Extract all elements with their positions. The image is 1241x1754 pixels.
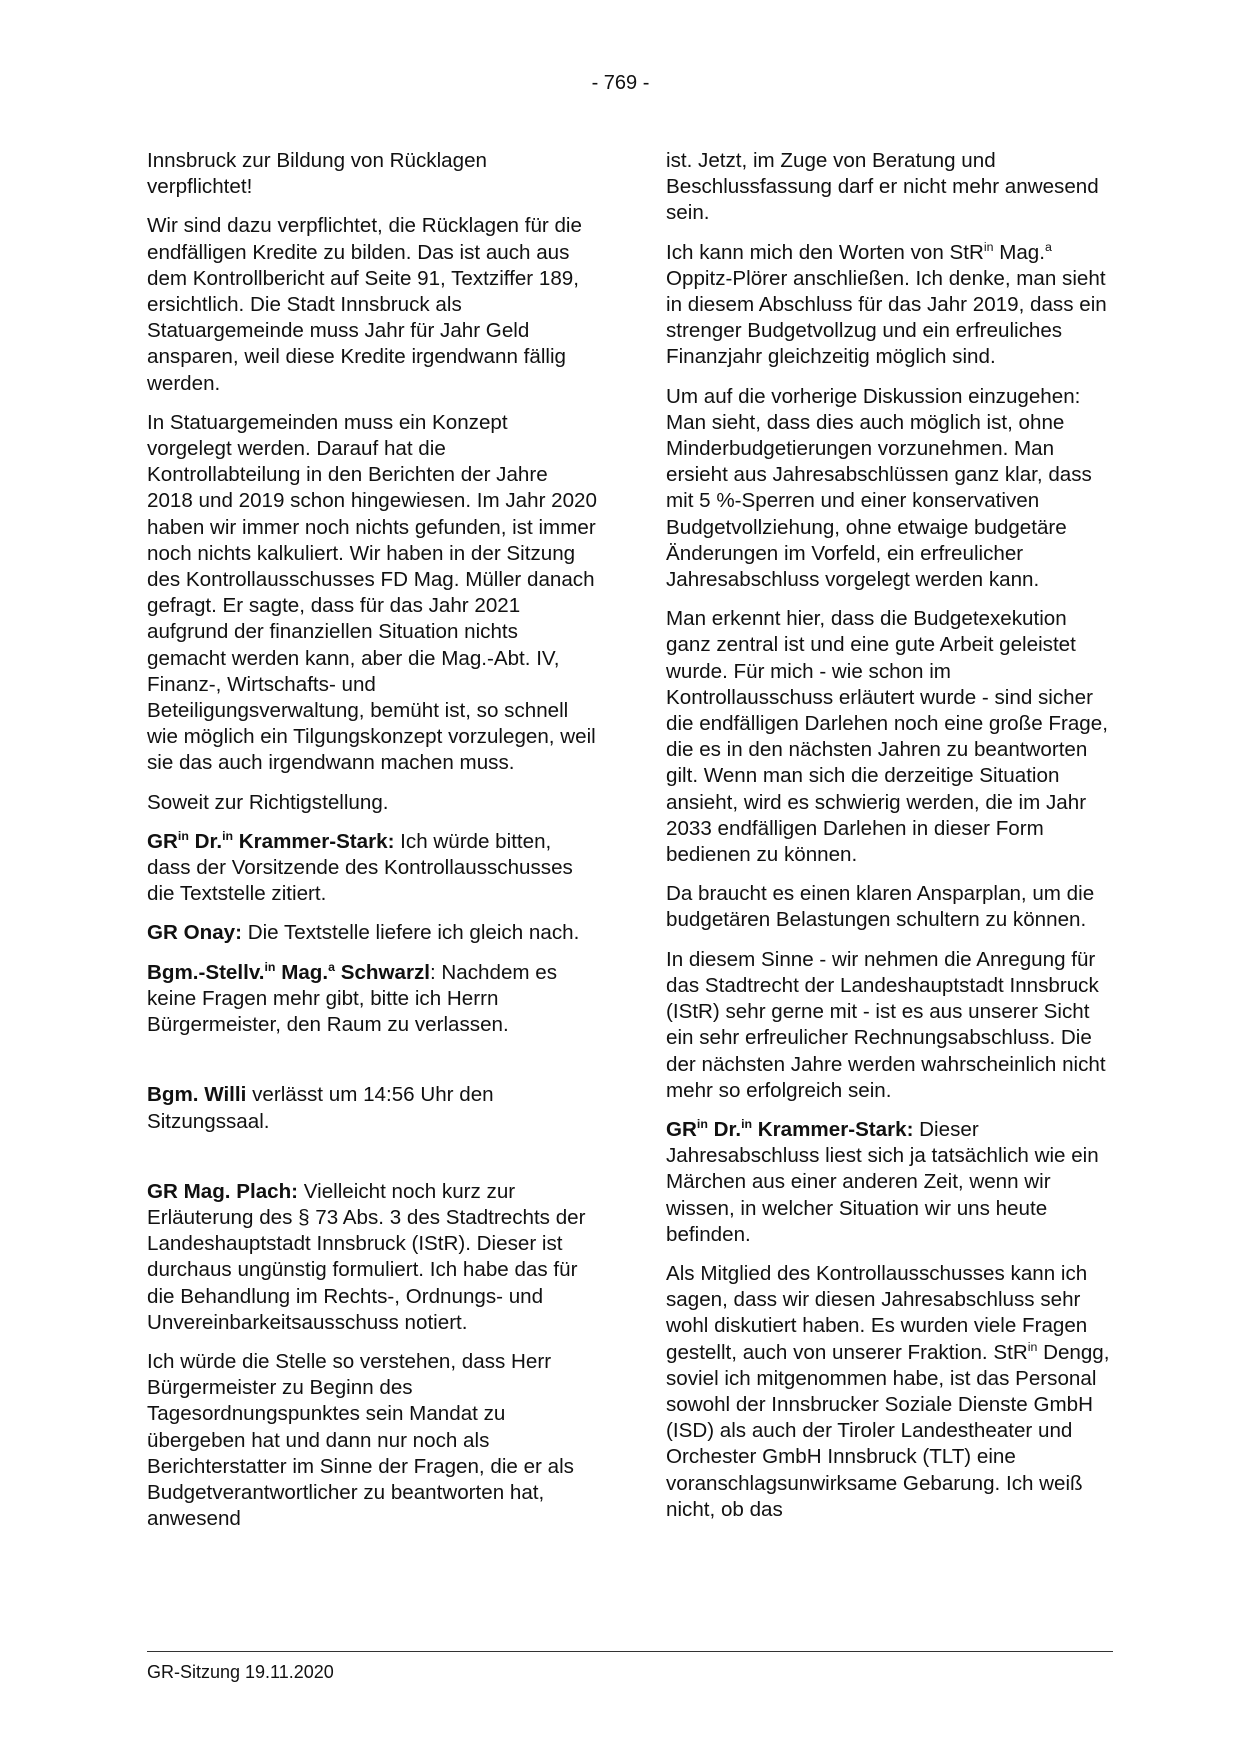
paragraph: Ich kann mich den Worten von StR$^{in}$ Mag.$^a$ Oppitz-Plörer anschließen. Ich denke, man sieht in diesem Abschluss für das Jahr 2019, dass ein strenger Budgetvollzug und ein erfreuliches Finanzjahr gleichzeitig möglich sind. [666, 239, 1107, 369]
paragraph: Als Mitglied des Kontrollausschusses kann ich sagen, dass wir diesen Jahresabschluss sehr wohl diskutiert haben. Es wurden viele Fragen gestellt, auch von unserer Fraktion. StR$^{in}$ Dengg, soviel ich mitgenommen habe, ist das Personal sowohl der Innsbrucker Soziale Dienste GmbH (ISD) als auch der Tiroler Landestheater und Orchester GmbH Innsbruck (TLT) eine voranschlagsunwirksame Gebarung. Ich weiß nicht, ob das [666, 1261, 1110, 1521]
note-text: verlässt um 14:56 Uhr den Sitzungssaal. [147, 1083, 494, 1133]
speaker-name: Bgm.-Stellv.$^{in}$ Mag.$^a$ Schwarzl [147, 959, 430, 984]
speech-text: : Nachdem es keine Fragen mehr gibt, bitte ich Herrn Bürgermeister, den Raum zu verlassen. [147, 960, 558, 1037]
paragraph: In diesem Sinne - wir nehmen die Anregung für das Stadtrecht der Landeshauptstadt Innsbruck (IStR) sehr gerne mit - ist es aus unserer Sicht ein sehr erfreulicher Rechnungsabschluss. Die der nächsten Jahre werden wahrscheinlich nicht mehr so erfolgreich sein. [666, 947, 1106, 1102]
footer-divider [147, 1651, 1113, 1652]
paragraph: Um auf die vorherige Diskussion einzugehen: Man sieht, dass dies auch möglich ist, ohne Minderbudgetierungen vorzunehmen. Man ersieht aus Jahresabschlüssen ganz klar, dass mit 5 %-Sperren und einer konservativen Budgetvollziehung, ohne etwaige budgetäre Änderungen im Vorfeld, ein erfreulicher Jahresabschluss vorgelegt werden kann. [666, 384, 1092, 592]
speaker-name: GR Onay: [147, 921, 242, 945]
right-column [666, 148, 1116, 1536]
speech-paragraph [666, 1117, 1116, 1248]
speech-paragraph [147, 960, 597, 1039]
paragraph: Innsbruck zur Bildung von Rücklagen verpflichtet! [147, 149, 487, 199]
paragraph: Wir sind dazu verpflichtet, die Rücklagen für die endfälligen Kredite zu bilden. Das ist auch aus dem Kontrollbericht auf Seite 91, Textziffer 189, ersichtlich. Die Stadt Innsbruck als Statuargemeinde muss Jahr für Jahr Geld ansparen, weil diese Kredite irgendwann fällig werden. [147, 214, 582, 395]
speaker-name: $GR^{in}$ Dr.$^{in}$ Krammer-Stark: [666, 1117, 914, 1141]
paragraph: Soweit zur Richtigstellung. [147, 790, 389, 814]
paragraph: Ich würde die Stelle so verstehen, dass Herr Bürgermeister zu Beginn des Tagesordnungspunktes sein Mandat zu übergeben hat und dann nur noch als Berichterstatter im Sinne der Fragen, die er als Budgetverantwortlicher zu beantworten hat, anwesend [147, 1349, 574, 1531]
speaker-name: GR Mag. Plach: [147, 1179, 299, 1203]
speech-text: Die Textstelle liefere ich gleich nach. [241, 921, 580, 945]
speech-paragraph [147, 1179, 597, 1336]
page-number: - 769 - [591, 72, 650, 94]
speech-paragraph [147, 829, 597, 908]
paragraph: In Statuargemeinden muss ein Konzept vorgelegt werden. Darauf hat die Kontrollabteilung in den Berichten der Jahre 2018 und 2019 schon hingewiesen. Im Jahr 2020 haben wir immer noch nichts gefunden, ist immer noch nichts kalkuliert. Wir haben in der Sitzung des Kontrollausschusses FD Mag. Müller danach gefragt. Er sagte, dass für das Jahr 2021 aufgrund der finanziellen Situation nichts gemacht werden kann, aber die Mag.-Abt. IV, Finanz-, Wirtschafts- und Beteiligungsverwaltung, bemüht ist, so schnell wie möglich ein Tilgungskonzept vorzulegen, weil sie das auch irgendwann machen muss. [147, 410, 597, 775]
speaker-name: $GR^{in}$ Dr.$^{in}$ Krammer-Stark: [147, 829, 395, 853]
procedure-note [147, 1082, 597, 1134]
speech-text: Vielleicht noch kurz zur Erläuterung des § 73 Abs. 3 des Stadtrechts der Landeshauptstadt Innsbruck (IStR). Dieser ist durchaus ungünstig formuliert. Ich habe das für die Behandlung im Rechts-, Ordnungs- und Unvereinbarkeitsausschuss notiert. [147, 1179, 586, 1334]
paragraph: Man erkennt hier, dass die Budgetexekution ganz zentral ist und eine gute Arbeit geleistet wurde. Für mich - wie schon im Kontrollausschuss erläutert wurde - sind sicher die endfälligen Darlehen noch eine große Frage, die es in den nächsten Jahren zu beantworten gilt. Wenn man sich die derzeitige Situation ansieht, wird es schwierig werden, die im Jahr 2033 endfälligen Darlehen in dieser Form bedienen zu können. [666, 607, 1108, 867]
speaker-name: Bgm. Willi [147, 1083, 247, 1107]
paragraph: Da braucht es einen klaren Ansparplan, um die budgetären Belastungen schultern zu können. [666, 882, 1095, 932]
footer-text: GR-Sitzung 19.11.2020 [147, 1662, 334, 1682]
paragraph: ist. Jetzt, im Zuge von Beratung und Beschlussfassung darf er nicht mehr anwesend sein. [666, 149, 1099, 225]
speech-text: Ich würde bitten, dass der Vorsitzende des Kontrollausschusses die Textstelle zitiert. [147, 829, 573, 906]
speech-paragraph [147, 920, 597, 946]
left-column [147, 148, 597, 1545]
speech-text: Dieser Jahresabschluss liest sich ja tatsächlich wie ein Märchen aus einer anderen Zeit, wenn wir wissen, in welcher Situation wir uns heute befinden. [666, 1117, 1099, 1246]
